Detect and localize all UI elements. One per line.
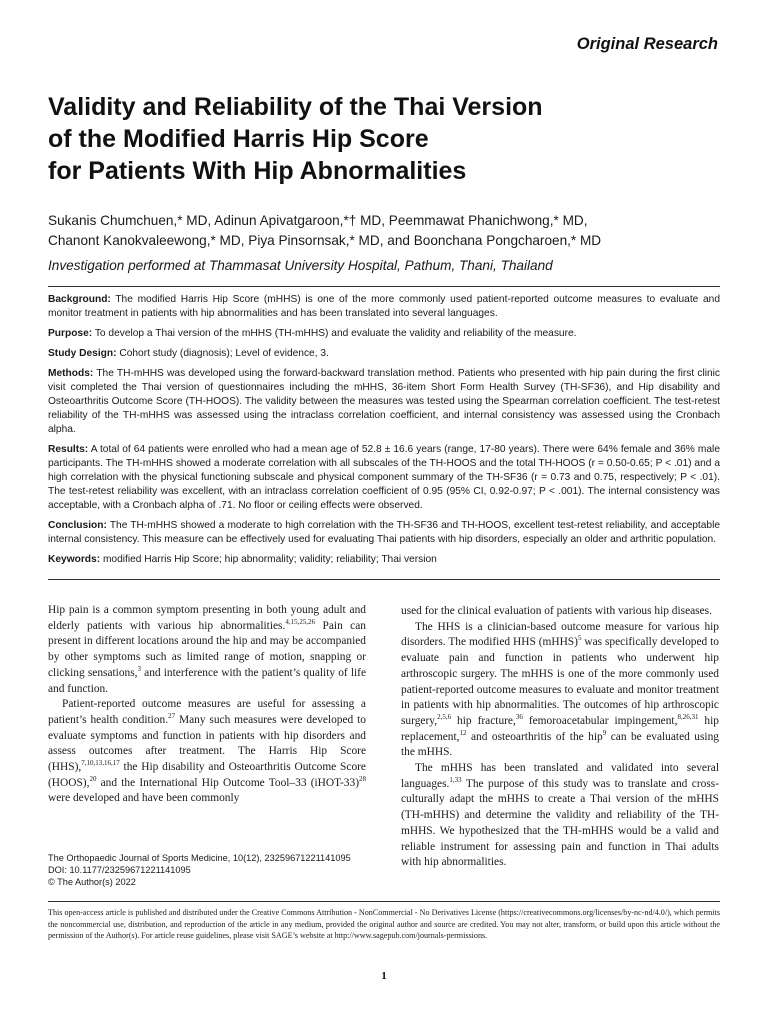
abstract-label: Background: [48, 294, 111, 305]
abstract-bottom-rule [48, 579, 720, 580]
body-text: femoroacetabular impingement, [522, 714, 678, 727]
abstract-label: Conclusion: [48, 520, 107, 531]
citation-ref[interactable]: 7,10,13,16,17 [81, 759, 120, 768]
body-text: were developed and have been commonly [48, 792, 240, 805]
citation-ref[interactable]: 9 [602, 728, 607, 737]
body-text: and interference with the patient’s quality of life and function. [48, 666, 367, 695]
title-line: Validity and Reliability of the Thai Version [48, 93, 543, 121]
license-notice: This open-access article is published and distributed under the Creative Commons Attribution - NonCommercial - No Derivatives License (https://creativecommons.org/licenses/by-nc-nd/4.0/), which permits the noncommercial use, distribution, and reproduction of the article in any medium, provided the original author and source are credited. You may not alter, transform, or build upon this article without the permission of the Author(s). For article reuse guidelines, please visit SAGE’s website at http://www.sagepub.com/journals-permissions. [48, 908, 720, 941]
body-text: Pain can present in different locations around the hip and may be accompanied by other symptoms such as limited range of motion, snapping or clicking sensations, [48, 619, 366, 679]
abstract-study-design [48, 347, 720, 361]
body-text: The purpose of this study was to translate and cross-culturally adapt the mHHS to create a Thai version of the mHHS (TH-mHHS) and determine the validity and reliability of the TH-mHHS. We hypothesized that the TH-mHHS would be a valid and reliable instrument for assessing pain and function in Thai adults with hip abnormalities. [401, 777, 719, 869]
abstract-label: Keywords: [48, 554, 101, 565]
body-paragraph [48, 603, 366, 697]
abstract-top-rule [48, 286, 720, 287]
abstract [48, 293, 720, 573]
abstract-text: The TH-mHHS was developed using the forward-backward translation method. Patients who presented with hip pain during the first clinic visit completed the Thai version of questionnaires including the mHHS, 36-item Short Form Health Survey (TH-SF36), and Hip disability and Osteoarthritis Outcome Score (TH-HOOS). The validity between the measures was tested using the Spearman correlation coefficient. The test-retest reliability of the TH-mHHS was assessed using the intraclass correlation coefficient, and internal consistency was assessed using the Cronbach alpha. [48, 368, 721, 435]
abstract-text: A total of 64 patients were enrolled who had a mean age of 52.8 ± 16.6 years (range, 17-80 years). There were 64% female and 36% male participants. The TH-mHHS showed a moderate correlation with all subscales of the TH-HOOS and the total TH-HOOS (r = 0.50-0.65; P < .01) and a high correlation with the physical functioning subscale and physical component summary of the TH-SF36 (r = 0.73 and 0.75, respectively; P < .01). The test-retest reliability was excellent, with an intraclass correlation coefficient of 0.95 (95% CI, 0.92-0.97; P < .001). The internal consistency was acceptable, with a Cronbach alpha of .71. No floor or ceiling effects were observed. [48, 444, 720, 511]
citation-ref[interactable]: 4,15,25,26 [285, 617, 316, 626]
title-line: of the Modified Harris Hip Score [48, 125, 429, 153]
journal-info [48, 852, 378, 889]
doi-line[interactable]: DOI: 10.1177/23259671221141095 [48, 865, 191, 876]
citation-ref[interactable]: 5 [577, 634, 582, 643]
abstract-text: modified Harris Hip Score; hip abnormality; validity; reliability; Thai version [102, 554, 437, 565]
body-text: The mHHS has been translated and validated into several languages. [401, 762, 719, 790]
affiliation: Investigation performed at Thammasat University Hospital, Pathum, Thani, Thailand [48, 258, 553, 273]
body-text: hip replacement, [401, 714, 719, 743]
section-label: Original Research [576, 35, 718, 53]
abstract-label: Methods: [48, 368, 94, 379]
citation-ref[interactable]: 1,33 [449, 775, 462, 784]
abstract-text: Cohort study (diagnosis); Level of evidence, 3. [119, 348, 329, 359]
abstract-keywords [48, 553, 720, 567]
abstract-text: The modified Harris Hip Score (mHHS) is one of the more commonly used patient-reported outcome measures to evaluate and monitor treatment in patients with hip abnormalities and has been translated into several languages. [48, 294, 720, 319]
body-text: Patient-reported outcome measures are useful for assessing a patient’s health condition. [48, 698, 366, 726]
body-paragraph [401, 620, 719, 761]
page-number: 1 [381, 970, 387, 982]
citation-ref[interactable]: 2,5,6 [437, 713, 452, 722]
body-paragraph [401, 761, 719, 871]
abstract-text: To develop a Thai version of the mHHS (TH-mHHS) and evaluate the validity and reliability of the measure. [94, 328, 577, 339]
body-text: the Hip disability and Osteoarthritis Outcome Score (HOOS), [48, 761, 366, 789]
citation-ref[interactable]: 28 [359, 774, 366, 783]
body-text: was specifically developed to evaluate pain and function in patients who underwent hip arthroscopic surgery. The mHHS is one of the more commonly used patient-reported outcome measures to evaluate and monitor treatment in patients with hip abnormalities. The outcomes of hip arthroscopic surgery, [401, 636, 719, 727]
body-text: The HHS is a clinician-based outcome measure for various hip disorders. The modified HHS (mHHS) [401, 620, 719, 649]
copyright-line: © The Author(s) 2022 [48, 877, 136, 888]
citation-ref[interactable]: 12 [459, 728, 467, 737]
abstract-purpose [48, 327, 720, 341]
abstract-methods [48, 367, 720, 437]
citation-ref[interactable]: 3 [137, 665, 142, 674]
body-column-left [48, 603, 366, 807]
body-text: Hip pain is a common symptom presenting in both young adult and elderly patients with various hip abnormalities. [48, 604, 366, 632]
abstract-conclusion [48, 519, 720, 547]
author-line: Sukanis Chumchuen,* MD, Adinun Apivatgaroon,*† MD, Peemmawat Phanichwong,* MD, [48, 213, 588, 228]
article-title [48, 91, 728, 187]
body-text: and the International Hip Outcome Tool–33 (iHOT-33) [96, 776, 359, 789]
body-text: Many such measures were developed to evaluate symptoms and function in patients with hip disorders and assess outcomes after treatment. The Harris Hip Score (HHS), [48, 713, 366, 774]
abstract-label: Purpose: [48, 328, 93, 339]
body-text: and osteoarthritis of the hip [466, 730, 603, 743]
abstract-label: Study Design: [48, 348, 117, 359]
body-text: can be evaluated using the mHHS. [401, 730, 719, 759]
body-text: used for the clinical evaluation of patients with various hip diseases. [401, 605, 712, 617]
abstract-label: Results: [48, 444, 89, 455]
body-text: hip fracture, [451, 714, 516, 727]
abstract-results [48, 443, 720, 513]
footer-rule [48, 901, 720, 902]
abstract-background [48, 293, 720, 321]
citation-ref[interactable]: 20 [89, 774, 97, 783]
citation-ref[interactable]: 8,26,31 [677, 713, 699, 722]
citation-ref[interactable]: 27 [168, 712, 176, 721]
author-line: Chanont Kanokvaleewong,* MD, Piya Pinsornsak,* MD, and Boonchana Pongcharoen,* MD [48, 233, 602, 248]
body-column-right [401, 604, 719, 871]
author-list [48, 211, 738, 251]
abstract-text: The TH-mHHS showed a moderate to high correlation with the TH-SF36 and TH-HOOS, excellent test-retest reliability, and acceptable internal consistency. This measure can be effectively used for evaluating Thai patients with hip disorders, especially an older and arthritic population. [48, 520, 720, 545]
body-paragraph [401, 604, 719, 620]
body-paragraph [48, 697, 366, 807]
journal-citation: The Orthopaedic Journal of Sports Medicine, 10(12), 23259671221141095 [48, 853, 351, 863]
citation-ref[interactable]: 36 [515, 713, 523, 722]
title-line: for Patients With Hip Abnormalities [48, 157, 467, 185]
